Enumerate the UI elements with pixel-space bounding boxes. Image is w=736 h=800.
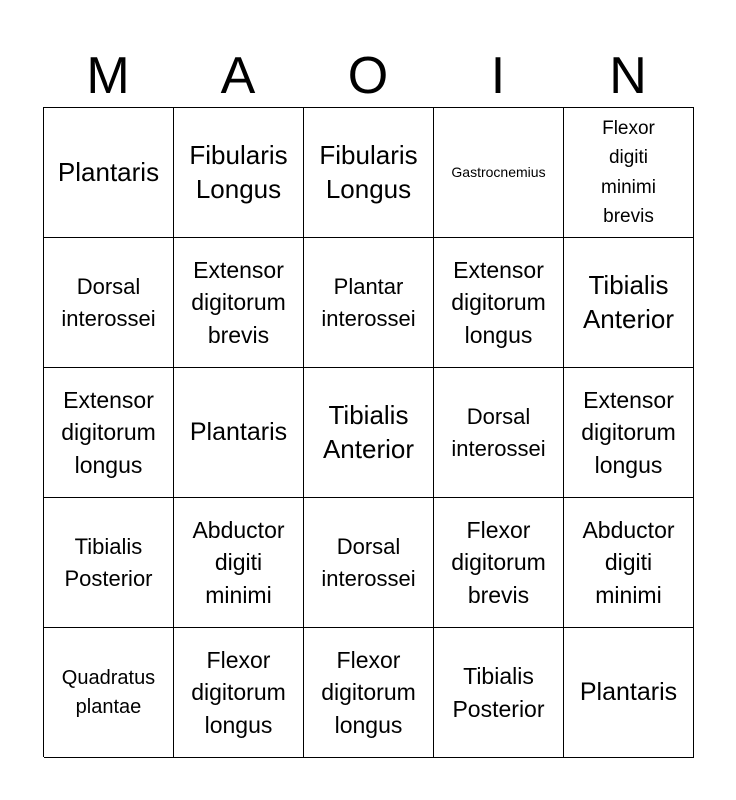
bingo-cell-r2-c5[interactable] bbox=[564, 238, 694, 368]
header-letter-3: O bbox=[347, 47, 389, 105]
cell-label: Fibularis Longus bbox=[319, 139, 418, 204]
cell-label: Dorsal interossei bbox=[61, 273, 156, 331]
cell-label: Tibialis Posterior bbox=[64, 533, 153, 591]
cell-label: Abductor digiti minimi bbox=[582, 517, 675, 608]
header-letter-5: N bbox=[609, 47, 647, 105]
bingo-cell-r3-c1[interactable] bbox=[44, 368, 174, 498]
bingo-cell-r4-c2[interactable] bbox=[174, 498, 304, 628]
cell-label: Gastrocnemius bbox=[451, 164, 546, 181]
cell-label: Extensor digitorum longus bbox=[451, 257, 546, 348]
bingo-cell-r3-c5[interactable] bbox=[564, 368, 694, 498]
cell-label: Extensor digitorum brevis bbox=[191, 257, 286, 348]
cell-label: Dorsal interossei bbox=[321, 533, 416, 591]
bingo-cell-r3-c4[interactable] bbox=[434, 368, 564, 498]
cell-label: Dorsal interossei bbox=[451, 403, 546, 461]
bingo-cell-r1-c1[interactable] bbox=[44, 108, 174, 238]
bingo-cell-r4-c4[interactable] bbox=[434, 498, 564, 628]
bingo-cell-r2-c1[interactable] bbox=[44, 238, 174, 368]
header-letter-1: M bbox=[86, 47, 130, 105]
cell-label: Plantaris bbox=[189, 418, 288, 447]
cell-label: Abductor digiti minimi bbox=[192, 517, 285, 608]
bingo-cell-r1-c5[interactable] bbox=[564, 108, 694, 238]
cell-label: Flexor digitorum brevis bbox=[451, 517, 546, 608]
cell-label: Extensor digitorum longus bbox=[581, 387, 676, 478]
cell-label: Fibularis Longus bbox=[189, 139, 288, 204]
bingo-header bbox=[43, 44, 693, 108]
bingo-cell-r2-c3[interactable] bbox=[304, 238, 434, 368]
bingo-cell-r3-c3[interactable] bbox=[304, 368, 434, 498]
cell-label: Tibialis Anterior bbox=[322, 399, 415, 464]
bingo-cell-r2-c2[interactable] bbox=[174, 238, 304, 368]
cell-label: Flexor digitorum longus bbox=[321, 647, 416, 738]
bingo-cell-r4-c5[interactable] bbox=[564, 498, 694, 628]
bingo-cell-r3-c2[interactable] bbox=[174, 368, 304, 498]
cell-label: Extensor digitorum longus bbox=[61, 387, 156, 478]
cell-label: Flexor digitorum longus bbox=[191, 647, 286, 738]
cell-label: Quadratus plantae bbox=[61, 666, 156, 718]
bingo-cell-r5-c5[interactable] bbox=[564, 628, 694, 758]
header-letter-4: I bbox=[490, 47, 506, 105]
bingo-cell-r5-c2[interactable] bbox=[174, 628, 304, 758]
cell-label: Plantar interossei bbox=[321, 273, 416, 331]
cell-label: Flexor digiti minimi brevis bbox=[601, 117, 656, 227]
bingo-cell-r5-c1[interactable] bbox=[44, 628, 174, 758]
bingo-board bbox=[43, 107, 694, 757]
bingo-cell-r1-c4[interactable] bbox=[434, 108, 564, 238]
bingo-cell-r5-c3[interactable] bbox=[304, 628, 434, 758]
bingo-cell-r4-c3[interactable] bbox=[304, 498, 434, 628]
cell-label: Tibialis Anterior bbox=[582, 269, 675, 334]
header-letter-2: A bbox=[220, 47, 256, 105]
bingo-cell-r2-c4[interactable] bbox=[434, 238, 564, 368]
cell-label: Tibialis Posterior bbox=[452, 663, 545, 722]
bingo-cell-r4-c1[interactable] bbox=[44, 498, 174, 628]
cell-label: Plantaris bbox=[57, 156, 160, 187]
bingo-cell-r1-c2[interactable] bbox=[174, 108, 304, 238]
bingo-cell-r5-c4[interactable] bbox=[434, 628, 564, 758]
cell-label: Plantaris bbox=[579, 678, 678, 707]
bingo-cell-r1-c3[interactable] bbox=[304, 108, 434, 238]
